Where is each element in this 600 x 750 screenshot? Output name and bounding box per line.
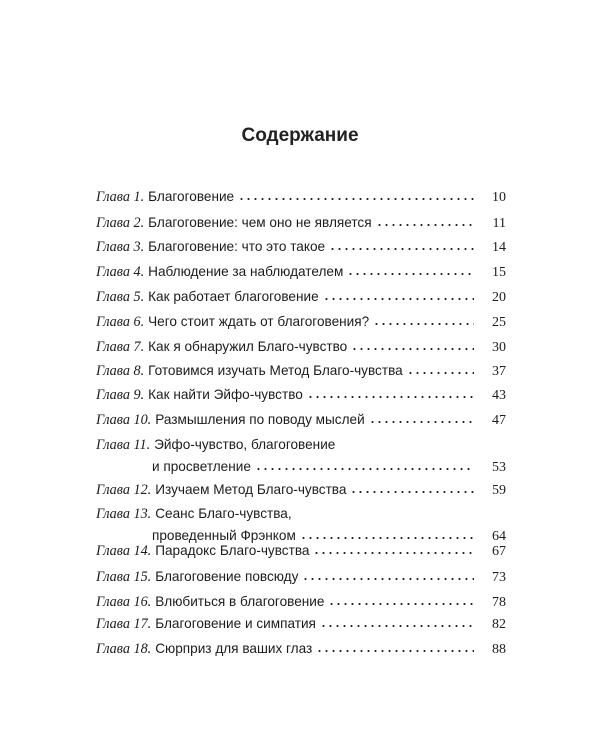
toc-entry xyxy=(96,409,506,432)
dot-leader xyxy=(376,213,474,227)
page-number: 78 xyxy=(492,595,506,610)
chapter-label: Глава 8. xyxy=(96,363,145,379)
chapter-title: Эйфо-чувство, благоговение xyxy=(154,437,336,452)
toc-entry xyxy=(96,479,506,502)
toc-entry xyxy=(96,540,506,563)
chapter-label: Глава 16. xyxy=(96,594,152,610)
toc-entry xyxy=(96,212,506,235)
chapter-title: Благоговение xyxy=(148,189,235,204)
page-number: 30 xyxy=(492,340,506,355)
chapter-label: Глава 2. xyxy=(96,215,145,231)
dot-leader xyxy=(255,457,474,471)
page-title: Содержание xyxy=(241,125,359,146)
chapter-title: Парадокс Благо-чувства xyxy=(155,543,310,558)
page-number: 67 xyxy=(492,544,506,559)
dot-leader xyxy=(328,592,474,606)
dot-leader xyxy=(329,237,474,251)
chapter-label: Глава 9. xyxy=(96,387,145,403)
chapter-label: Глава 18. xyxy=(96,641,152,657)
toc-entry xyxy=(96,613,506,636)
dot-leader xyxy=(238,187,474,201)
toc-entry xyxy=(96,336,506,359)
dot-leader xyxy=(350,480,474,494)
page-number: 10 xyxy=(492,190,506,205)
chapter-title: Размышления по поводу мыслей xyxy=(155,412,365,427)
page-number: 25 xyxy=(492,315,506,330)
toc-entry xyxy=(96,261,506,284)
chapter-title: Как найти Эйфо-чувство xyxy=(148,387,303,402)
chapter-label: Глава 3. xyxy=(96,239,145,255)
dot-leader xyxy=(407,361,474,375)
chapter-label: Глава 7. xyxy=(96,339,145,355)
chapter-title: Благоговение и симпатия xyxy=(155,616,316,631)
toc-entry xyxy=(96,311,506,334)
chapter-title-continued: и просветление xyxy=(152,459,251,474)
page-number: 15 xyxy=(492,265,506,280)
toc-entry xyxy=(96,384,506,407)
chapter-title: Наблюдение за наблюдателем xyxy=(148,264,344,279)
chapter-title: Готовимся изучать Метод Благо-чувства xyxy=(148,363,403,378)
chapter-title: Благоговение повсюду xyxy=(155,569,299,584)
chapter-label: Глава 1. xyxy=(96,189,145,205)
chapter-title: Как я обнаружил Благо-чувство xyxy=(148,339,348,354)
chapter-label: Глава 11. xyxy=(96,437,151,453)
chapter-title: Благоговение: чем оно не является xyxy=(148,215,372,230)
dot-leader xyxy=(316,639,474,653)
chapter-title: Влюбиться в благоговение xyxy=(155,594,325,609)
dot-leader xyxy=(369,410,474,424)
chapter-title: Чего стоит ждать от благоговения? xyxy=(148,314,370,329)
dot-leader xyxy=(320,614,474,628)
page-number: 82 xyxy=(492,617,506,632)
toc-entry xyxy=(96,286,506,309)
page-number: 43 xyxy=(492,388,506,403)
dot-leader xyxy=(347,262,474,276)
chapter-title: Сеанс Благо-чувства, xyxy=(155,506,292,521)
chapter-label: Глава 12. xyxy=(96,482,152,498)
page-number: 11 xyxy=(492,216,506,231)
chapter-label: Глава 10. xyxy=(96,412,152,428)
toc-entry xyxy=(96,566,506,589)
page-number: 53 xyxy=(492,460,506,475)
toc-entry xyxy=(96,638,506,661)
chapter-label: Глава 17. xyxy=(96,616,152,632)
toc-entry xyxy=(96,434,506,479)
chapter-title: Сюрприз для ваших глаз xyxy=(155,641,313,656)
chapter-title-continued: проведенный Фрэнком xyxy=(152,528,296,543)
dot-leader xyxy=(373,312,474,326)
toc-entry xyxy=(96,360,506,383)
page-number: 64 xyxy=(492,529,506,544)
page-number: 73 xyxy=(492,570,506,585)
toc-entry xyxy=(96,186,506,209)
chapter-title: Изучаем Метод Благо-чувства xyxy=(155,482,347,497)
toc-entry xyxy=(96,236,506,259)
chapter-label: Глава 4. xyxy=(96,264,145,280)
chapter-label: Глава 6. xyxy=(96,314,145,330)
chapter-title: Благоговение: что это такое xyxy=(148,239,326,254)
dot-leader xyxy=(351,337,474,351)
page-number: 14 xyxy=(492,240,506,255)
page-number: 20 xyxy=(492,290,506,305)
page-number: 88 xyxy=(492,642,506,657)
page-number: 37 xyxy=(492,364,506,379)
dot-leader xyxy=(323,287,474,301)
dot-leader xyxy=(307,385,474,399)
dot-leader xyxy=(300,526,474,540)
chapter-label: Глава 14. xyxy=(96,543,152,559)
chapter-title: Как работает благоговение xyxy=(148,289,319,304)
toc-entry xyxy=(96,591,506,614)
dot-leader xyxy=(302,567,474,581)
page-number: 47 xyxy=(492,413,506,428)
dot-leader xyxy=(313,541,474,555)
chapter-label: Глава 13. xyxy=(96,506,152,522)
chapter-label: Глава 5. xyxy=(96,289,145,305)
chapter-label: Глава 15. xyxy=(96,569,152,585)
page-number: 59 xyxy=(492,483,506,498)
